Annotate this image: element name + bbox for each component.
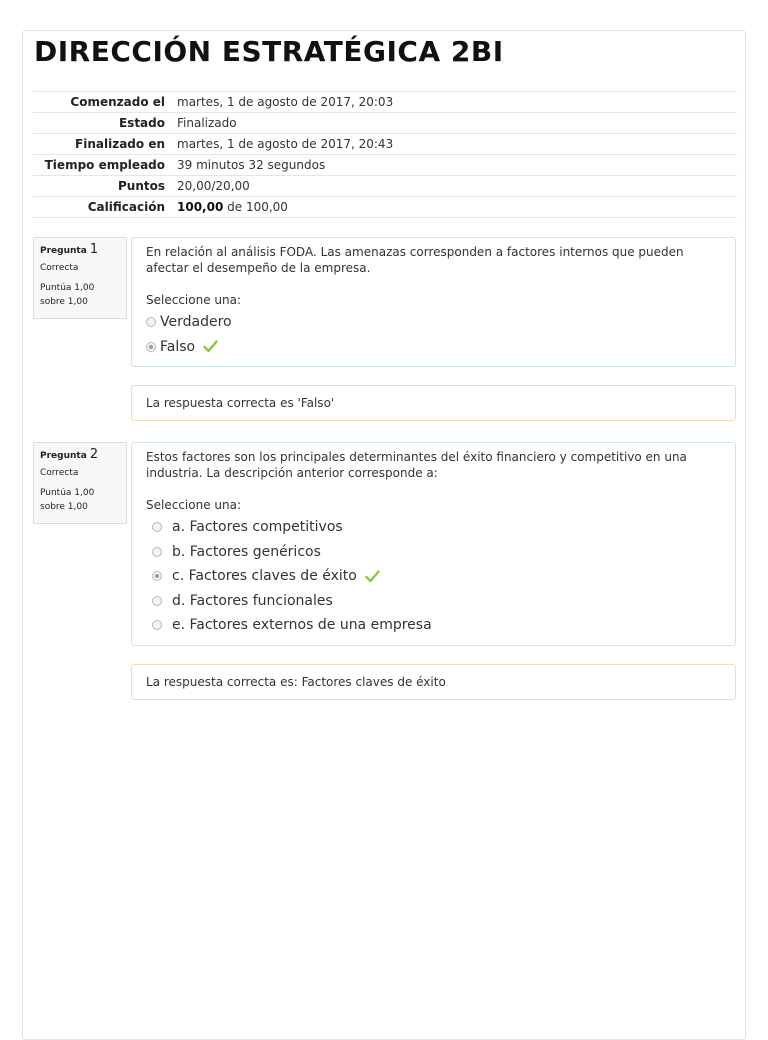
radio-button[interactable]: [152, 620, 162, 630]
answer-option[interactable]: [146, 613, 721, 638]
summary-label: Estado: [33, 113, 171, 134]
grade-line: sobre 1,00: [40, 502, 88, 512]
question-prefix: Pregunta: [40, 246, 87, 256]
attempt-summary-table: [33, 91, 737, 218]
question-number-value: 1: [89, 242, 99, 257]
grade-value: 100,00: [177, 200, 224, 214]
question-state: Correcta: [40, 263, 79, 273]
answer-option[interactable]: [146, 540, 721, 565]
right-answer-text: La respuesta correcta es 'Falso': [146, 396, 335, 410]
option-label: Falso: [160, 338, 196, 355]
option-label: e. Factores externos de una empresa: [172, 617, 432, 634]
summary-label: Tiempo empleado: [33, 155, 171, 176]
radio-button-selected[interactable]: [152, 571, 162, 581]
answer-options: [146, 515, 721, 638]
option-label: a. Factores competitivos: [172, 519, 343, 536]
option-label: Verdadero: [160, 314, 232, 331]
summary-label: Puntos: [33, 176, 171, 197]
question-2-feedback: [131, 664, 736, 700]
summary-value: [171, 197, 737, 218]
summary-value: martes, 1 de agosto de 2017, 20:03: [171, 92, 737, 113]
question-text: En relación al análisis FODA. Las amenazas corresponden a factores internos que pueden afectar el desempeño de la empresa.: [146, 245, 684, 275]
grade-line: sobre 1,00: [40, 297, 88, 307]
summary-row-grade: [33, 197, 737, 218]
radio-button[interactable]: [152, 596, 162, 606]
question-2-info: [33, 442, 127, 524]
summary-label: Calificación: [33, 197, 171, 218]
answer-option[interactable]: [146, 515, 721, 540]
summary-row: [33, 92, 737, 113]
question-prefix: Pregunta: [40, 451, 87, 461]
radio-button-selected[interactable]: [146, 342, 156, 352]
summary-value: 39 minutos 32 segundos: [171, 155, 737, 176]
question-grade: [40, 281, 120, 309]
question-grade: [40, 486, 120, 514]
answer-option[interactable]: [146, 564, 721, 589]
answer-options: [146, 310, 721, 359]
summary-row: [33, 134, 737, 155]
summary-row: [33, 113, 737, 134]
radio-button[interactable]: [152, 522, 162, 532]
answer-option[interactable]: [146, 335, 721, 360]
question-1-formulation: [131, 237, 736, 367]
answer-prompt: Seleccione una:: [146, 293, 241, 307]
option-label: b. Factores genéricos: [172, 543, 321, 560]
option-label: d. Factores funcionales: [172, 592, 333, 609]
summary-value: 20,00/20,00: [171, 176, 737, 197]
grade-line: Puntúa 1,00: [40, 488, 95, 498]
grade-line: Puntúa 1,00: [40, 283, 95, 293]
question-1-feedback: [131, 385, 736, 421]
question-number: [40, 242, 120, 257]
right-answer-text: La respuesta correcta es: Factores claves de éxito: [146, 675, 446, 689]
check-icon: [203, 340, 218, 353]
summary-row: [33, 155, 737, 176]
question-number: [40, 447, 120, 462]
question-number-value: 2: [89, 447, 99, 462]
summary-value: Finalizado: [171, 113, 737, 134]
radio-button[interactable]: [152, 547, 162, 557]
question-1-info: [33, 237, 127, 319]
check-icon: [365, 570, 380, 583]
answer-option[interactable]: [146, 310, 721, 335]
radio-button[interactable]: [146, 317, 156, 327]
summary-label: Comenzado el: [33, 92, 171, 113]
quiz-review-page: [22, 30, 746, 1040]
grade-suffix: de 100,00: [227, 200, 288, 214]
question-state: Correcta: [40, 468, 79, 478]
summary-row: [33, 176, 737, 197]
question-text: Estos factores son los principales determinantes del éxito financiero y competitivo en una industria. La descripción anterior corresponde a:: [146, 450, 687, 480]
summary-value: martes, 1 de agosto de 2017, 20:43: [171, 134, 737, 155]
summary-label: Finalizado en: [33, 134, 171, 155]
option-label: c. Factores claves de éxito: [172, 568, 357, 585]
page-title: DIRECCIÓN ESTRATÉGICA 2BI: [34, 35, 504, 68]
answer-prompt: Seleccione una:: [146, 498, 241, 512]
answer-option[interactable]: [146, 589, 721, 614]
question-2-formulation: [131, 442, 736, 646]
